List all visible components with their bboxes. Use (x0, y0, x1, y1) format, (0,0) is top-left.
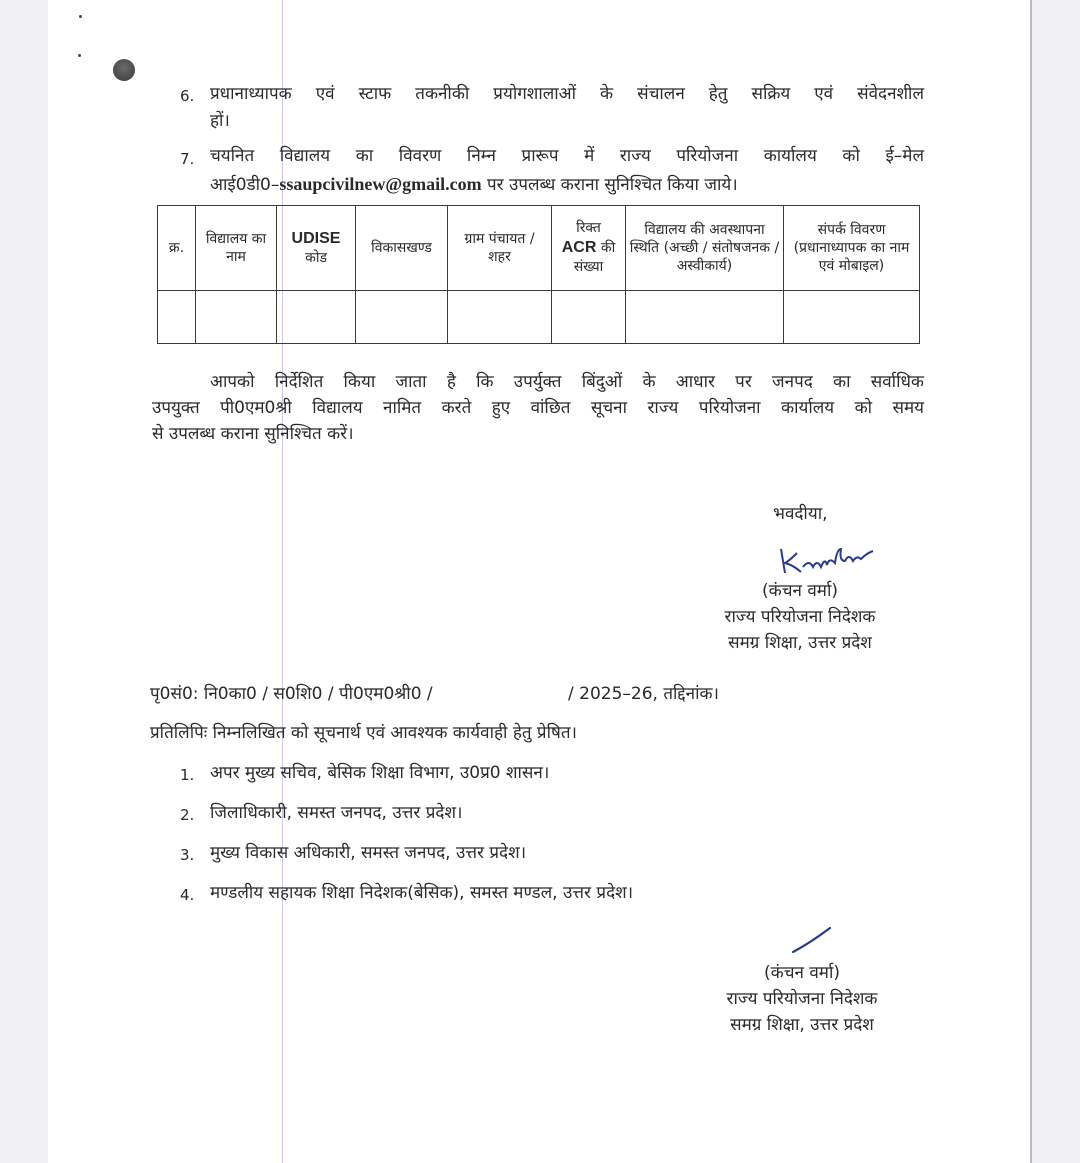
table-cell (784, 291, 920, 344)
header-serial: क्र. (158, 206, 196, 291)
header-udise-bold: UDISE (291, 229, 341, 247)
copy-signatory-block (702, 960, 902, 1038)
initial-mark (790, 925, 835, 955)
header-school-name: विद्यालय का नाम (196, 206, 277, 291)
copy-list-item: मण्डलीय सहायक शिक्षा निदेशक(बेसिक), समस्त मण्डल, उत्तर प्रदेश। (210, 883, 634, 903)
signatory-name: (कंचन वर्मा) (762, 581, 838, 601)
header-udise-text: कोड (305, 250, 327, 267)
point-7-text-cont (210, 175, 738, 194)
point-6-text: प्रधानाध्यापक एवं स्टाफ तकनीकी प्रयोगशालाओं के संचालन हेतु सक्रिय एवं संवेदनशील (210, 84, 924, 104)
header-gram-panchayat: ग्राम पंचायत / शहर (448, 206, 552, 291)
copy-signatory-designation: राज्य परियोजना निदेशक (726, 989, 878, 1009)
header-infrastructure-status: विद्यालय की अवस्थापना स्थिति (अच्छी / संतोषजनक / अस्वीकार्य) (626, 206, 784, 291)
point-number: 6. (180, 87, 195, 105)
salutation: भवदीया, (773, 504, 828, 524)
copy-signatory-name: (कंचन वर्मा) (764, 963, 840, 983)
table-header-row (158, 206, 920, 291)
punch-hole (113, 59, 135, 81)
signatory-office: समग्र शिक्षा, उत्तर प्रदेश (728, 633, 872, 653)
header-udise-code (277, 206, 356, 291)
table-cell (552, 291, 626, 344)
scan-speck (78, 54, 81, 57)
header-contact-details: संपर्क विवरण (प्रधानाध्यापक का नाम एवं मोबाइल) (784, 206, 920, 291)
email-label: आई0डी0– (210, 175, 280, 195)
copy-list-item: जिलाधिकारी, समस्त जनपद, उत्तर प्रदेश। (210, 803, 463, 823)
point-7-suffix: पर उपलब्ध कराना सुनिश्चित किया जाये। (481, 175, 738, 195)
table-cell (448, 291, 552, 344)
table-cell (196, 291, 277, 344)
copy-list-item: अपर मुख्य सचिव, बेसिक शिक्षा विभाग, उ0प्र0 शासन। (210, 763, 550, 783)
copy-list-number: 1. (180, 766, 195, 784)
header-acr-text: की संख्या (573, 239, 616, 276)
header-acr-bold: ACR (561, 238, 597, 256)
scan-speck (79, 15, 82, 18)
header-acr-pre: रिक्त (576, 220, 601, 237)
copy-signatory-office: समग्र शिक्षा, उत्तर प्रदेश (730, 1015, 874, 1035)
page-edge (1030, 0, 1032, 1163)
reference-number-right: / 2025–26, तद्दिनांक। (568, 684, 719, 704)
email-address: ssaupcivilnew@gmail.com (279, 174, 482, 194)
header-block: विकासखण्ड (356, 206, 448, 291)
copy-list-number: 3. (180, 846, 195, 864)
reference-number-left: पृ0सं0: नि0का0 / स0शि0 / पी0एम0श्री0 / (150, 684, 433, 704)
table-cell (356, 291, 448, 344)
copy-list-number: 4. (180, 886, 195, 904)
signatory-designation: राज्य परियोजना निदेशक (724, 607, 876, 627)
signatory-block (700, 578, 900, 656)
point-6-text-cont: हों। (210, 111, 230, 131)
table-cell (158, 291, 196, 344)
school-details-format-table (157, 205, 920, 344)
copy-list-item: मुख्य विकास अधिकारी, समस्त जनपद, उत्तर प्रदेश। (210, 843, 527, 863)
copy-list-number: 2. (180, 806, 195, 824)
instruction-line-2: उपयुक्त पी0एम0श्री विद्यालय नामित करते हुए वांछित सूचना राज्य परियोजना कार्यालय को समय (152, 398, 924, 418)
instruction-line-3: से उपलब्ध कराना सुनिश्चित करें। (152, 424, 354, 444)
table-cell (277, 291, 356, 344)
copy-heading: प्रतिलिपिः निम्नलिखित को सूचनार्थ एवं आवश्यक कार्यवाही हेतु प्रेषित। (150, 723, 577, 743)
header-vacant-acr (552, 206, 626, 291)
point-7-text: चयनित विद्यालय का विवरण निम्न प्रारूप में राज्य परियोजना कार्यालय को ई–मेल (210, 146, 924, 166)
instruction-line-1: आपको निर्देशित किया जाता है कि उपर्युक्त बिंदुओं के आधार पर जनपद का सर्वाधिक (210, 372, 924, 392)
table-row (158, 291, 920, 344)
table-cell (626, 291, 784, 344)
point-number: 7. (180, 150, 195, 168)
signature-mark (775, 545, 890, 577)
